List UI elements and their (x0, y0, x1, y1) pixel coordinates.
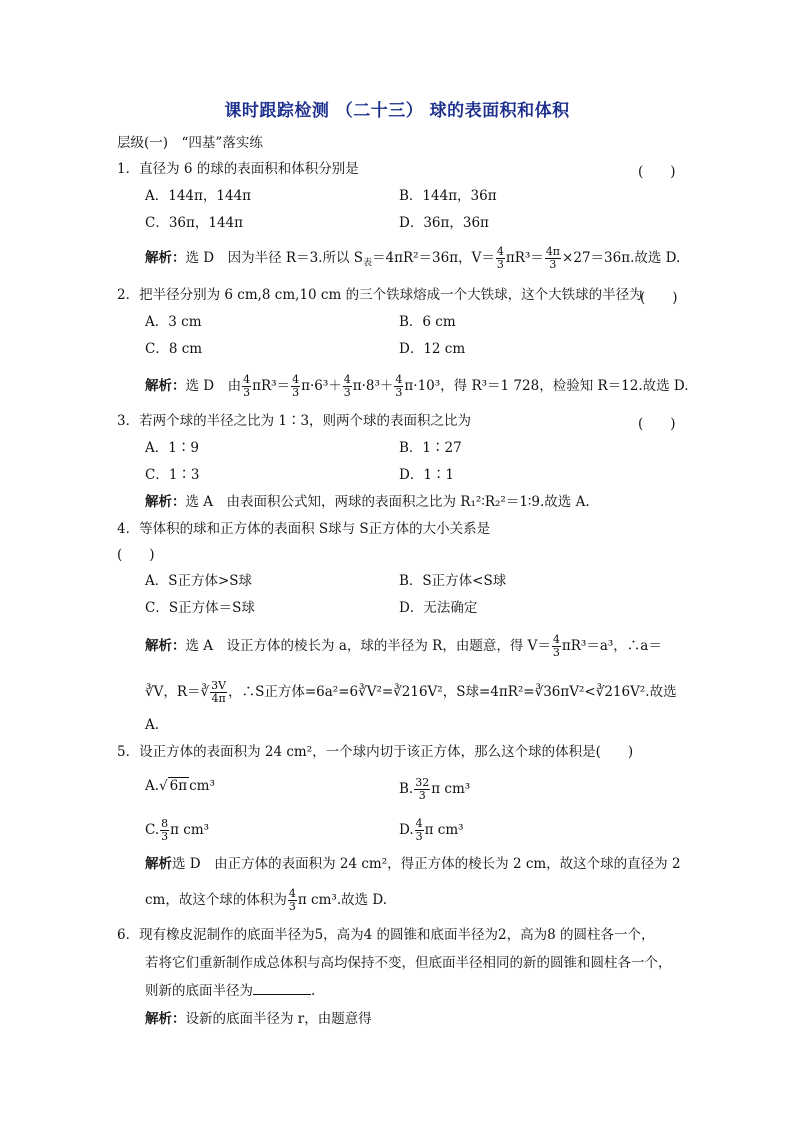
q2-option-b: B．6 cm (399, 314, 456, 330)
q1-solution (145, 246, 680, 273)
q1-option-b: B．144π，36π (399, 188, 497, 204)
q3-option-d: D．1∶1 (399, 467, 455, 483)
q3-option-a: A．1∶9 (145, 440, 199, 456)
fraction: $\frac{4}{3}$ (243, 373, 251, 399)
solution-text: 设新的底面半径为 r，由题意得 (185, 1011, 372, 1027)
page-title: 课时跟踪检测 （二十三） 球的表面积和体积 (224, 101, 570, 121)
solution-label: 解析： (145, 638, 186, 654)
q1-option-a: A．144π，144π (145, 188, 252, 204)
fraction: $\frac{4}{3}$ (292, 373, 300, 399)
solution-label: 解析： (145, 494, 186, 510)
q5-option-d: D. $\frac{4}{3}$ π cm³ (399, 817, 464, 843)
solution-text: πR³＝a³，∴a＝ (561, 638, 662, 654)
q4-solution-line-2: ∛V，R＝∛ $\frac{3V}{4\pi}$ ，∴S正方体=6a²=6∛V²=∛216V²，S球=4πR²=∛36πV²<∛216V².故选 (145, 679, 677, 705)
solution-text: ＝4πR²＝36π，V＝ (372, 250, 495, 266)
q5-option-c: C. $\frac{8}{3}$ π cm³ (145, 817, 210, 843)
solution-text: 选 D 由正方体的表面积为 24 cm²，得正方体的棱长为 2 cm，故这个球的直径为 2 (172, 856, 681, 872)
answer-blank: ( ) (638, 164, 676, 180)
section-heading: 层级(一) “四基”落实练 (117, 135, 263, 151)
radicand-fraction: $\frac{3V}{4\pi}$ (211, 679, 227, 705)
solution-label: 解析： (145, 250, 186, 266)
question-4-stem: 4．等体积的球和正方体的表面积 S球与 S正方体的大小关系是 (117, 521, 491, 537)
fraction: $\frac{4}{3}$ (343, 373, 351, 399)
question-6-line-3: 则新的底面半径为 . (145, 983, 316, 999)
fraction: $\frac{4}{3}$ (552, 633, 560, 659)
q3-option-b: B．1∶27 (399, 440, 462, 456)
fraction: $\frac{4}{3}$ (496, 245, 504, 271)
question-2-stem: 2．把半径分别为 6 cm,8 cm,10 cm 的三个铁球熔成一个大铁球，这个大铁球的半径为 (117, 287, 643, 303)
q3-solution (145, 493, 590, 511)
q2-solution (145, 374, 689, 399)
question-6-line-1: 6．现有橡皮泥制作的底面半径为5，高为4 的圆锥和底面半径为2，高为8 的圆柱各一个， (117, 927, 655, 943)
solution-text: 选 D 因为半径 R＝3.所以 S (185, 250, 363, 266)
q2-option-a: A．3 cm (145, 314, 202, 330)
q6-solution (145, 1010, 372, 1028)
fraction: $\frac{4\pi}{3}$ (545, 245, 561, 271)
question-3-stem: 3．若两个球的半径之比为 1∶3，则两个球的表面积之比为 (117, 413, 472, 429)
solution-text: πR³＝ (252, 378, 291, 394)
q5-solution-line-2: cm，故这个球的体积为 $\frac{4}{3}$ π cm³.故选 D. (145, 887, 388, 913)
q4-solution-line-1 (145, 634, 662, 659)
question-5-stem: 5．设正方体的表面积为 24 cm²，一个球内切于该正方体，那么这个球的体积是( ) (117, 744, 634, 760)
answer-blank: ( ) (640, 290, 678, 306)
fill-in-blank (253, 982, 311, 995)
q3-option-c: C．1∶3 (145, 467, 200, 483)
solution-text: πR³＝ (505, 250, 544, 266)
solution-label: 解析 (145, 856, 172, 872)
solution-text: 选 A 由表面积公式知，两球的表面积之比为 R₁²∶R₂²＝1∶9.故选 A. (185, 494, 590, 510)
q5-option-b: B. $\frac{32}{3}$ π cm³ (399, 776, 471, 802)
q4-option-c: C．S正方体＝S球 (145, 600, 255, 616)
answer-blank: ( ) (117, 547, 155, 563)
solution-text: ，∴S正方体=6a²=6∛V²=∛216V²，S球=4πR²=∛36πV²<∛216V².故选 (228, 684, 677, 700)
q1-option-d: D．36π，36π (399, 215, 489, 231)
q4-solution-line-3: A. (145, 717, 160, 733)
q1-option-c: C．36π，144π (145, 215, 244, 231)
fraction: $\frac{4}{3}$ (395, 373, 403, 399)
solution-text: 选 A 设正方体的棱长为 a，球的半径为 R，由题意，得 V＝ (185, 638, 551, 654)
q2-option-c: C．8 cm (145, 341, 203, 357)
q5-solution-line-1 (145, 855, 681, 873)
solution-text: ∛V，R＝ (145, 684, 201, 700)
solution-label: 解析： (145, 378, 186, 394)
solution-text: π·10³，得 R³＝1 728，检验知 R＝12.故选 D. (404, 378, 689, 394)
solution-text: π·8³＋ (352, 378, 394, 394)
question-1-stem: 1．直径为 6 的球的表面积和体积分别是 (117, 161, 359, 177)
answer-blank: ( ) (638, 416, 676, 432)
q2-option-d: D．12 cm (399, 341, 466, 357)
q4-option-d: D．无法确定 (399, 600, 478, 616)
q4-option-b: B．S正方体<S球 (399, 573, 507, 589)
solution-label: 解析： (145, 1011, 186, 1027)
q4-option-a: A．S正方体>S球 (145, 573, 253, 589)
q5-option-a: A.√ 6π cm³ (145, 778, 215, 794)
subscript: 表 (363, 258, 373, 269)
solution-text: π·6³＋ (301, 378, 342, 394)
solution-text: 选 D 由 (185, 378, 242, 394)
question-6-line-2: 若将它们重新制作成总体积与高均保持不变，但底面半径相同的新的圆锥和圆柱各一个， (145, 955, 672, 971)
solution-text: ×27＝36π.故选 D. (562, 250, 681, 266)
